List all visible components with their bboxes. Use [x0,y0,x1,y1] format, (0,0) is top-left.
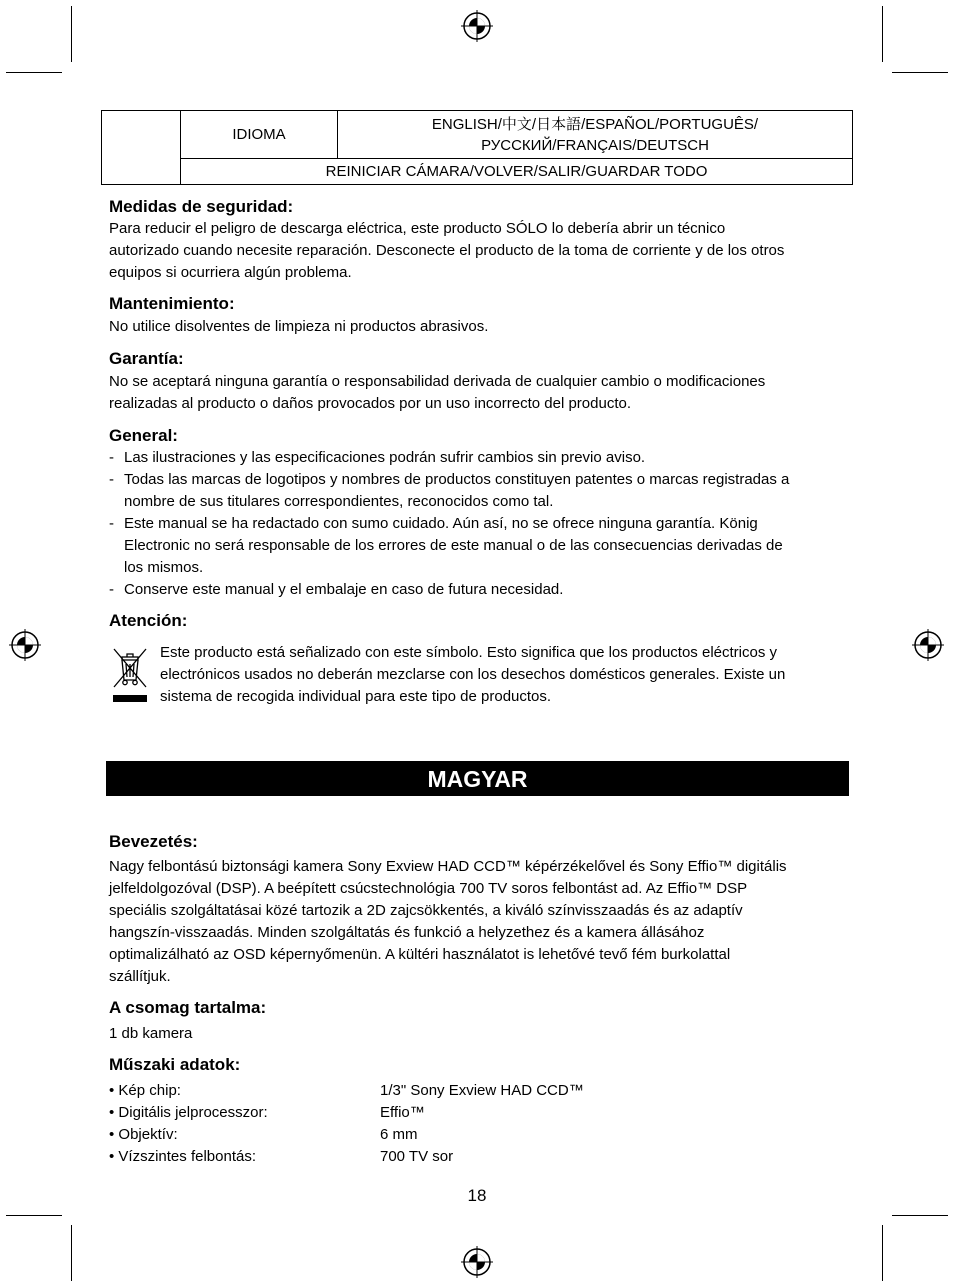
section-body [109,856,849,988]
bullet-marker: - [109,471,114,488]
bullet-marker: - [109,581,114,598]
spec-key: • Objektív: [109,1126,178,1143]
section-heading: Medidas de seguridad: [109,197,294,216]
spec-value: 700 TV sor [380,1148,454,1165]
section-heading: General: [109,426,178,445]
text-line: speciális szolgáltatásai közé tartozik a 2D zajcsökkentés, a kiváló színvisszaadás és az adaptív [109,902,743,919]
spec-row [109,1124,709,1146]
crop-mark [6,72,62,73]
section-body [109,1023,849,1045]
text-line: equipos si ocurriera algún problema. [109,264,352,281]
registration-mark-icon [912,629,944,661]
language-list-line: ENGLISH/中文/日本語/ESPAÑOL/PORTUGUÊS/ [431,115,759,133]
section-heading: A csomag tartalma: [109,998,267,1017]
page-number: 18 [467,1186,487,1205]
spec-key: • Digitális jelprocesszor: [109,1104,268,1121]
language-section-banner: MAGYAR [106,761,849,796]
spec-key: • Vízszintes felbontás: [109,1148,256,1165]
bullet-marker: - [109,515,114,532]
text-line: electrónicos usados no deberán mezclarse con los desechos domésticos generales. Existe un [160,666,786,683]
text-line: sistema de recogida individual para este tipo de productos. [160,688,552,705]
text-line: Conserve este manual y el embalaje en caso de futura necesidad. [124,581,564,598]
table-cell-value [338,111,853,159]
spec-row [109,1102,709,1124]
spec-value: 6 mm [380,1126,418,1143]
text-line: Este producto está señalizado con este símbolo. Esto significa que los productos eléctricos y [160,644,777,661]
crop-mark [882,6,883,62]
crop-mark [892,72,948,73]
section-heading: Mantenimiento: [109,294,235,313]
text-line: optimalizálható az OSD képernyőmenün. A kültéri használatot is lehetővé tevő fém burkolattal [109,946,731,963]
section-heading: Műszaki adatok: [109,1055,241,1074]
bullet-marker: - [109,449,114,466]
text-line: los mismos. [124,559,204,576]
text-line: No utilice disolventes de limpieza ni productos abrasivos. [109,318,489,335]
section-body [109,218,849,284]
crop-mark [882,1225,883,1281]
section-body [109,316,849,338]
section-heading: Bevezetés: [109,832,198,851]
text-line: 1 db kamera [109,1025,193,1042]
list-item [109,469,849,513]
table-empty-cell [102,111,181,185]
crop-mark [71,1225,72,1281]
text-line: Nagy felbontású biztonsági kamera Sony Exview HAD CCD™ képérzékelővel és Sony Effio™ digitális [109,858,787,875]
menu-settings-table [101,110,853,185]
text-line: jelfeldolgozóval (DSP). A beépített csúcstechnológia 700 TV soros felbontást ad. Az Effio™ DSP [109,880,748,897]
section-heading: Garantía: [109,349,184,368]
section-body [109,371,849,415]
spec-row [109,1080,709,1102]
spec-list [109,1080,709,1168]
list-item [109,579,849,601]
spec-value: Effio™ [380,1104,425,1121]
text-line: Las ilustraciones y las especificaciones podrán sufrir cambios sin previo aviso. [124,449,646,466]
text-line: hangszín-visszaadás. Minden szolgáltatás és funkció a helyzethez és a kamera állásához [109,924,705,941]
crossed-out-wheelie-bin-icon [110,645,150,707]
section-heading: Atención: [109,611,188,630]
text-line: No se aceptará ninguna garantía o responsabilidad derivada de cualquier cambio o modificaciones [109,373,766,390]
attention-body [160,642,850,708]
crop-mark [6,1215,62,1216]
text-line: Todas las marcas de logotipos y nombres de productos constituyen patentes o marcas registradas a [124,471,790,488]
table-cell-value: REINICIAR CÁMARA/VOLVER/SALIR/GUARDAR TODO [181,159,853,185]
text-line: realizadas al producto o daños provocados por un uso incorrecto del producto. [109,395,631,412]
text-line: autorizado cuando necesite reparación. Desconecte el producto de la toma de corriente y de los otros [109,242,785,259]
crop-mark [71,6,72,62]
text-line: Electronic no será responsable de los errores de este manual o de las consecuencias derivadas de [124,537,783,554]
text-line: Este manual se ha redactado con sumo cuidado. Aún así, no se ofrece ninguna garantía. König [124,515,758,532]
language-list-line: РУССКИЙ/FRANÇAIS/DEUTSCH [481,136,709,154]
registration-mark-icon [9,629,41,661]
table-cell-label: IDIOMA [181,111,338,159]
list-item [109,447,849,469]
text-line: nombre de sus titulares correspondientes, reconocidos como tal. [124,493,554,510]
crop-mark [892,1215,948,1216]
registration-mark-icon [461,10,493,42]
spec-row [109,1146,709,1168]
registration-mark-icon [461,1246,493,1278]
general-list [109,447,849,601]
text-line: Para reducir el peligro de descarga eléctrica, este producto SÓLO lo debería abrir un técnico [109,220,726,237]
text-line: szállítjuk. [109,968,171,985]
list-item [109,513,849,579]
spec-key: • Kép chip: [109,1082,181,1099]
spec-value: 1/3" Sony Exview HAD CCD™ [380,1082,584,1099]
